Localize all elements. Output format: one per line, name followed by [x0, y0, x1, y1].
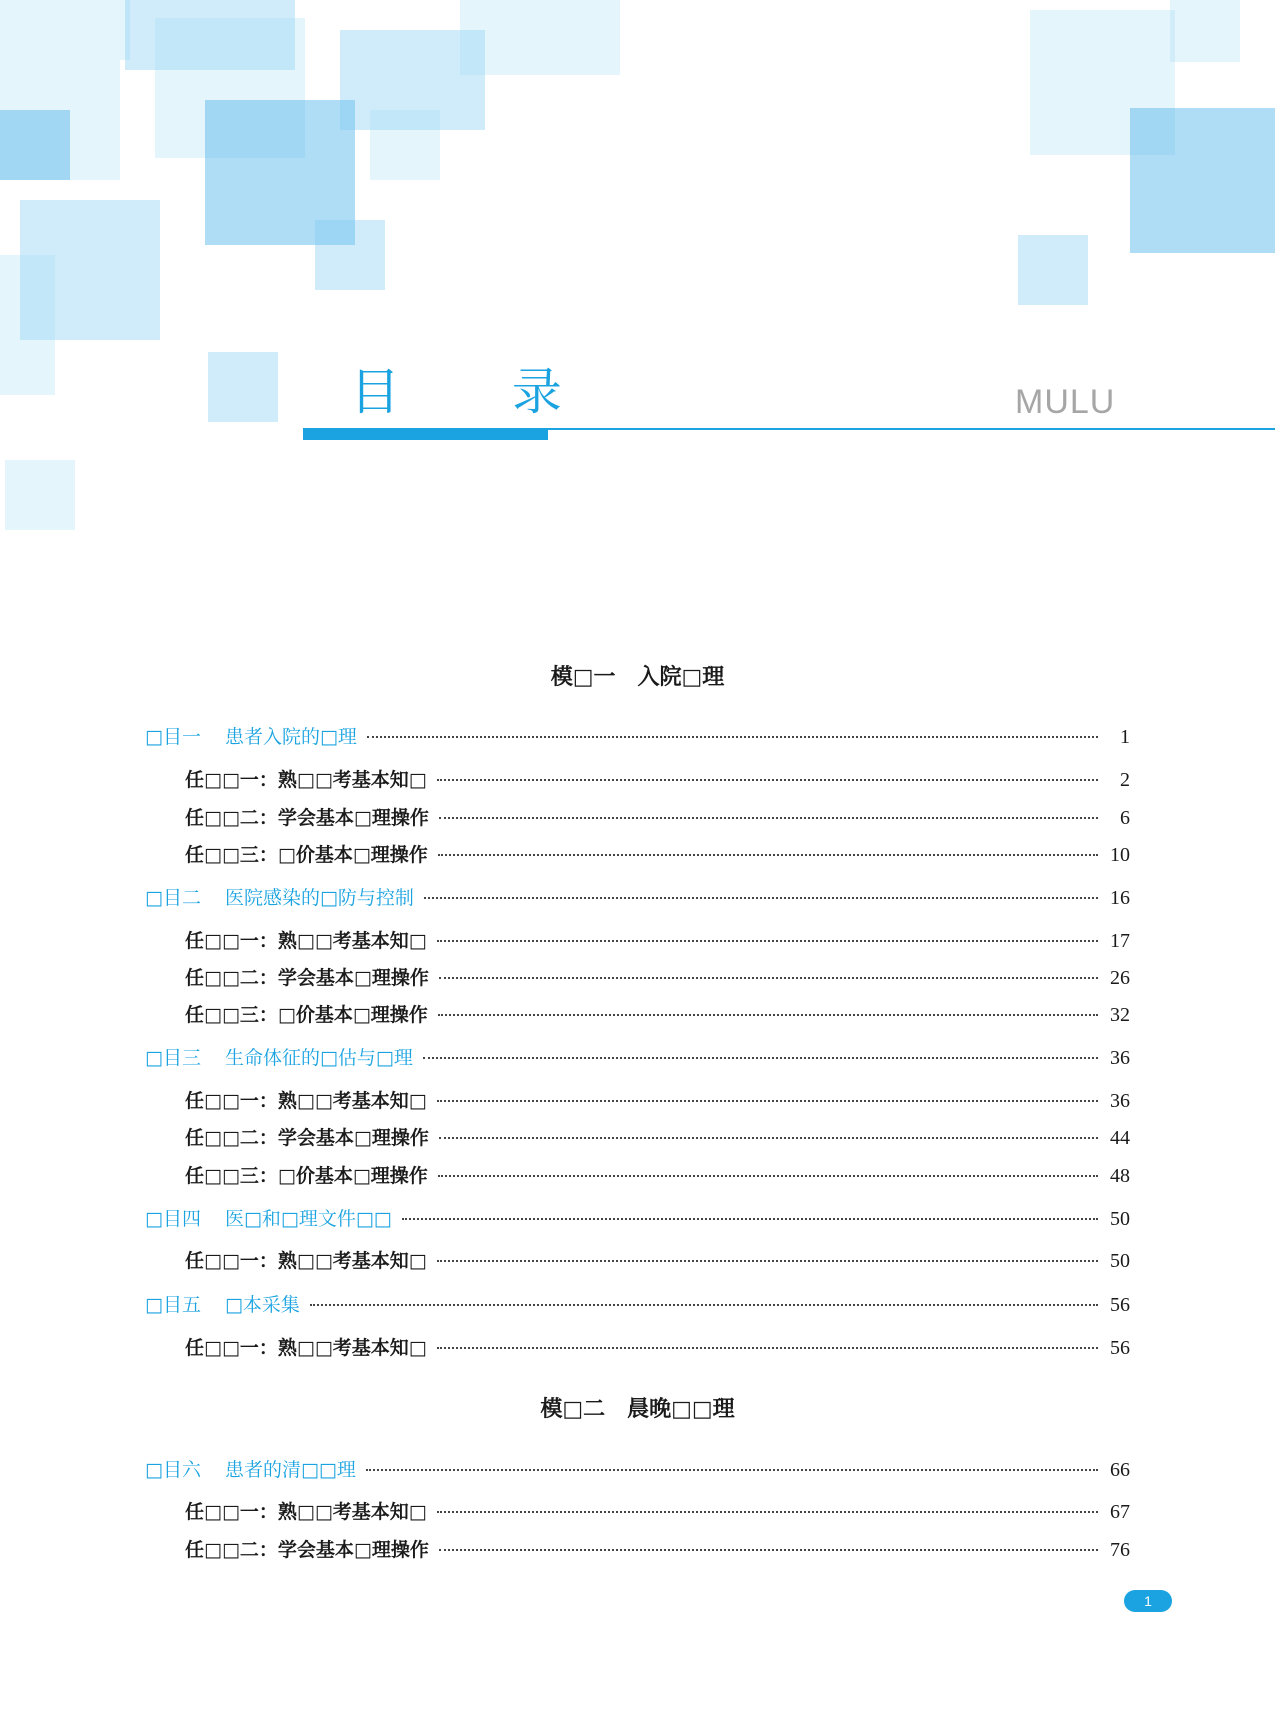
page-number: 67	[1110, 1501, 1130, 1523]
project-label	[145, 1293, 300, 1317]
page-number: 36	[1110, 1047, 1130, 1069]
task-label: 任□□三：□价基本□理操作	[185, 1004, 428, 1026]
page-title: 目 录	[350, 363, 610, 421]
toc-task-row[interactable]	[185, 806, 1130, 830]
page-number: 6	[1120, 807, 1130, 829]
dot-leader	[439, 977, 1098, 979]
page-number: 16	[1110, 887, 1130, 909]
project-number: □目二	[145, 887, 201, 909]
page-number: 50	[1110, 1250, 1130, 1272]
dot-leader	[437, 1100, 1098, 1102]
page-number: 76	[1110, 1539, 1130, 1561]
task-label: 任□□一：熟□□考基本知□	[185, 1090, 427, 1112]
page-number: 56	[1110, 1337, 1130, 1359]
task-label: 任□□二：学会基本□理操作	[185, 967, 429, 989]
dot-leader	[438, 1014, 1098, 1016]
project-label	[145, 1458, 356, 1482]
dot-leader	[367, 736, 1098, 738]
toc-project-row[interactable]	[145, 886, 1130, 910]
page-number: 66	[1110, 1459, 1130, 1481]
project-label	[145, 725, 357, 749]
toc-project-row[interactable]	[145, 1207, 1130, 1231]
project-name: 患者入院的□理	[224, 726, 357, 748]
dot-leader	[437, 779, 1098, 781]
task-label: 任□□二：学会基本□理操作	[185, 1127, 429, 1149]
toc-task-row[interactable]	[185, 966, 1130, 990]
toc-task-row[interactable]	[185, 1500, 1130, 1524]
page-number: 10	[1110, 844, 1130, 866]
project-name: 医□和□理文件□□	[224, 1208, 392, 1230]
toc-task-row[interactable]	[185, 1164, 1130, 1188]
dot-leader	[438, 1175, 1098, 1177]
toc-task-row[interactable]	[185, 843, 1130, 867]
page-title-pinyin: MULU	[1015, 383, 1116, 421]
dot-leader	[424, 897, 1098, 899]
project-number: □目一	[145, 726, 201, 748]
project-number: □目五	[145, 1294, 201, 1316]
task-label: 任□□二：学会基本□理操作	[185, 807, 429, 829]
project-name: 医院感染的□防与控制	[224, 887, 414, 909]
dot-leader	[437, 1347, 1098, 1349]
page-number: 56	[1110, 1294, 1130, 1316]
project-label	[145, 1207, 392, 1231]
toc-task-row[interactable]	[185, 1003, 1130, 1027]
dot-leader	[437, 1511, 1098, 1513]
toc-task-row[interactable]	[185, 1538, 1130, 1562]
toc-task-row[interactable]	[185, 1336, 1130, 1360]
toc-task-row[interactable]	[185, 768, 1130, 792]
toc-task-row[interactable]	[185, 929, 1130, 953]
task-label: 任□□一：熟□□考基本知□	[185, 1337, 427, 1359]
project-number: □目四	[145, 1208, 201, 1230]
project-name: □本采集	[224, 1294, 300, 1316]
page-number: 50	[1110, 1208, 1130, 1230]
task-label: 任□□一：熟□□考基本知□	[185, 930, 427, 952]
toc-project-row[interactable]	[145, 1293, 1130, 1317]
dot-leader	[437, 940, 1098, 942]
toc-project-row[interactable]	[145, 1458, 1130, 1482]
task-label: 任□□一：熟□□考基本知□	[185, 1250, 427, 1272]
module-title: 模□二 晨晚□□理	[540, 1397, 735, 1422]
page-number: 2	[1120, 769, 1130, 791]
dot-leader	[439, 817, 1098, 819]
dot-leader	[438, 854, 1098, 856]
module-title: 模□一 入院□理	[550, 665, 725, 690]
task-label: 任□□一：熟□□考基本知□	[185, 769, 427, 791]
toc-task-row[interactable]	[185, 1089, 1130, 1113]
toc-project-row[interactable]	[145, 725, 1130, 749]
task-label: 任□□三：□价基本□理操作	[185, 1165, 428, 1187]
toc-task-row[interactable]	[185, 1249, 1130, 1273]
toc-task-row[interactable]	[185, 1126, 1130, 1150]
page-number: 26	[1110, 967, 1130, 989]
project-name: 生命体征的□估与□理	[224, 1047, 413, 1069]
page-number: 32	[1110, 1004, 1130, 1026]
dot-leader	[366, 1469, 1098, 1471]
dot-leader	[423, 1057, 1098, 1059]
project-name: 患者的清□□理	[224, 1459, 356, 1481]
project-number: □目六	[145, 1459, 201, 1481]
task-label: 任□□三：□价基本□理操作	[185, 844, 428, 866]
page-number: 36	[1110, 1090, 1130, 1112]
dot-leader	[437, 1260, 1098, 1262]
page-number-badge: 1	[1124, 1590, 1172, 1612]
dot-leader	[402, 1218, 1098, 1220]
task-label: 任□□二：学会基本□理操作	[185, 1539, 429, 1561]
project-label	[145, 1046, 413, 1070]
page-number: 48	[1110, 1165, 1130, 1187]
toc-project-row[interactable]	[145, 1046, 1130, 1070]
project-label	[145, 886, 414, 910]
dot-leader	[310, 1304, 1098, 1306]
task-label: 任□□一：熟□□考基本知□	[185, 1501, 427, 1523]
page-number: 17	[1110, 930, 1130, 952]
dot-leader	[439, 1549, 1098, 1551]
page-number: 1	[1120, 726, 1130, 748]
dot-leader	[439, 1137, 1098, 1139]
page-number: 44	[1110, 1127, 1130, 1149]
project-number: □目三	[145, 1047, 201, 1069]
